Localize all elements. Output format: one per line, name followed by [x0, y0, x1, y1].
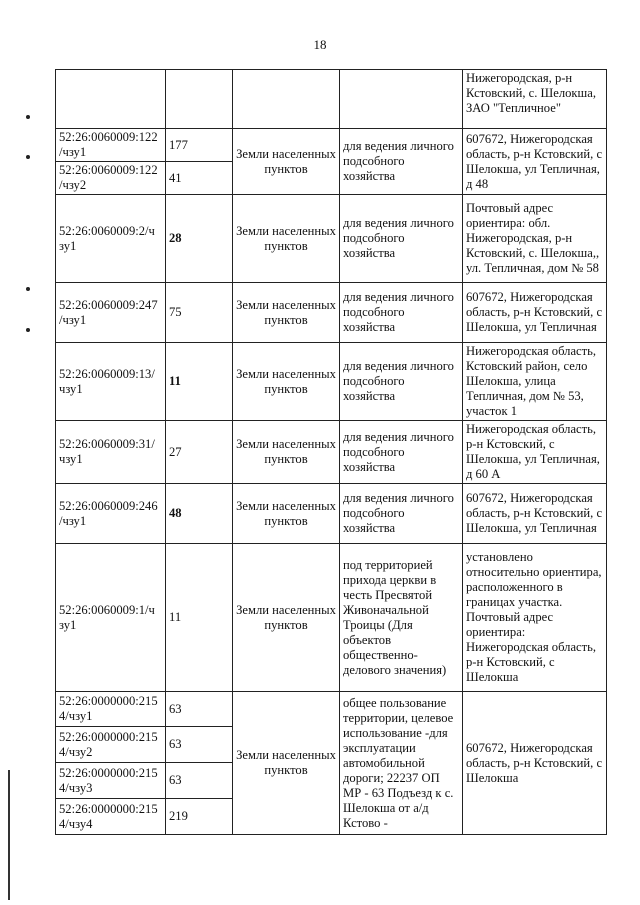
cadastral-cell: 52:26:0000000:215 4/чзу3 — [56, 763, 166, 799]
table-row — [56, 70, 607, 129]
use-cell: для ведения личного подсобного хозяйства — [340, 129, 463, 195]
area-cell: 219 — [166, 799, 233, 835]
cadastral-cell: 52:26:0060009:122 /чзу2 — [56, 162, 166, 195]
cadastral-cell: 52:26:0060009:13/ чзу1 — [56, 343, 166, 421]
area-cell: 48 — [166, 484, 233, 544]
category-cell: Земли населенных пунктов — [233, 544, 340, 692]
table-row — [56, 421, 607, 484]
use-cell: для ведения личного подсобного хозяйства — [340, 343, 463, 421]
table-row — [56, 343, 607, 421]
category-cell: Земли населенных пунктов — [233, 195, 340, 283]
cadastral-cell: 52:26:0060009:2/ч зу1 — [56, 195, 166, 283]
land-plots-table — [55, 69, 607, 835]
cadastral-cell: 52:26:0060009:122 /чзу1 — [56, 129, 166, 162]
area-cell: 11 — [166, 343, 233, 421]
address-cell: 607672, Нижегородская область, р-н Кстовский, с Шелокша, ул Тепличная, д 48 — [463, 129, 607, 195]
area-cell: 28 — [166, 195, 233, 283]
category-cell: Земли населенных пунктов — [233, 692, 340, 835]
use-cell — [340, 70, 463, 129]
category-cell: Земли населенных пунктов — [233, 343, 340, 421]
cadastral-cell: 52:26:0060009:1/ч зу1 — [56, 544, 166, 692]
address-cell: Нижегородская, р-н Кстовский, с. Шелокша, ЗАО "Тепличное" — [463, 70, 607, 129]
area-cell: 11 — [166, 544, 233, 692]
address-cell: Нижегородская область, р-н Кстовский, с Шелокша, ул Тепличная, д 60 А — [463, 421, 607, 484]
table-row — [56, 484, 607, 544]
area-cell: 27 — [166, 421, 233, 484]
use-cell: под территорией прихода церкви в честь Пресвятой Живоначальной Троицы (Для объектов общественно-делового значения) — [340, 544, 463, 692]
area-cell: 177 — [166, 129, 233, 162]
use-cell: общее пользование территории, целевое использование -для эксплуатации автомобильной дороги; 22237 ОП МР - 63 Подъезд к с. Шелокша от а/д Кстово - — [340, 692, 463, 835]
category-cell: Земли населенных пунктов — [233, 421, 340, 484]
table-row — [56, 195, 607, 283]
table-row — [56, 544, 607, 692]
address-cell: установлено относительно ориентира, расположенного в границах участка. Почтовый адрес ориентира: Нижегородская область, р-н Кстовский, с Шелокша — [463, 544, 607, 692]
cadastral-cell: 52:26:0060009:246 /чзу1 — [56, 484, 166, 544]
area-cell: 63 — [166, 692, 233, 727]
address-cell: Нижегородская область, Кстовский район, село Шелокша, улица Тепличная, дом № 53, участок 1 — [463, 343, 607, 421]
cadastral-cell — [56, 70, 166, 129]
cadastral-cell: 52:26:0000000:215 4/чзу1 — [56, 692, 166, 727]
page-number: 18 — [313, 37, 327, 52]
cadastral-cell: 52:26:0060009:247 /чзу1 — [56, 283, 166, 343]
address-cell: 607672, Нижегородская область, р-н Кстовский, с Шелокша — [463, 692, 607, 835]
area-cell: 75 — [166, 283, 233, 343]
area-cell — [166, 70, 233, 129]
cadastral-cell: 52:26:0000000:215 4/чзу4 — [56, 799, 166, 835]
address-cell: 607672, Нижегородская область, р-н Кстовский, с Шелокша, ул Тепличная — [463, 484, 607, 544]
margin-dot — [26, 155, 30, 159]
address-cell: Почтовый адрес ориентира: обл. Нижегородская, р-н Кстовский, с. Шелокша,, ул. Тепличная, дом № 58 — [463, 195, 607, 283]
area-cell: 63 — [166, 763, 233, 799]
cadastral-cell: 52:26:0060009:31/ чзу1 — [56, 421, 166, 484]
category-cell: Земли населенных пунктов — [233, 129, 340, 195]
table-row — [56, 283, 607, 343]
area-cell: 63 — [166, 727, 233, 763]
category-cell: Земли населенных пунктов — [233, 283, 340, 343]
use-cell: для ведения личного подсобного хозяйства — [340, 421, 463, 484]
margin-dot — [26, 115, 30, 119]
use-cell: для ведения личного подсобного хозяйства — [340, 484, 463, 544]
margin-dot — [26, 328, 30, 332]
use-cell: для ведения личного подсобного хозяйства — [340, 195, 463, 283]
use-cell: для ведения личного подсобного хозяйства — [340, 283, 463, 343]
cadastral-cell: 52:26:0000000:215 4/чзу2 — [56, 727, 166, 763]
category-cell — [233, 70, 340, 129]
area-cell: 41 — [166, 162, 233, 195]
margin-line — [8, 770, 10, 900]
address-cell: 607672, Нижегородская область, р-н Кстовский, с Шелокша, ул Тепличная — [463, 283, 607, 343]
table-row — [56, 129, 607, 162]
table-row — [56, 692, 607, 727]
margin-dot — [26, 287, 30, 291]
category-cell: Земли населенных пунктов — [233, 484, 340, 544]
